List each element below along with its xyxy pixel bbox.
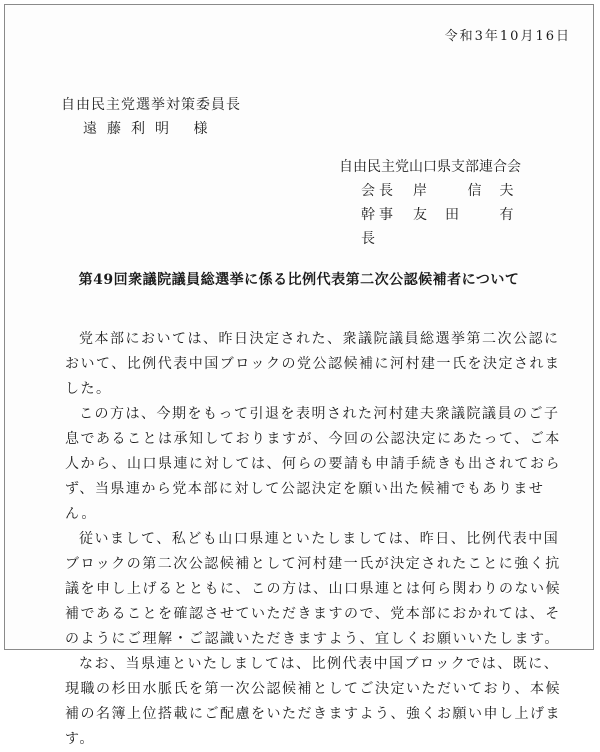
sender-block — [339, 155, 531, 251]
letter-page — [4, 4, 594, 747]
body-paragraph: この方は、今期をもって引退を表明された河村建夫衆議院議員のご子息であることは承知しておりますが、今回の公認決定にあたって、ご本人から、山口県連に対しては、何らの要請も申請手続きも出されておらず、当県連から党本部に対して公認決定を願い出た候補でもありません。 — [65, 406, 561, 522]
body-paragraph: 党本部においては、昨日決定された、衆議院議員総選挙第二次公認において、比例代表中国ブロックの党公認候補に河村建一氏を決定されました。 — [65, 331, 561, 397]
sender-member-row — [339, 203, 531, 251]
sender-role: 幹事長 — [361, 207, 397, 247]
body-paragraph: 従いまして、私ども山口県連といたしましては、昨日、比例代表中国ブロックの第二次公認候補として河村建一氏が決定されたことに強く抗議を申し上げるとともに、この方は、山口県連とは何ら関わりのない候補であることを確認させていただきますので、党本部におかれては、そのようにご理解・ご認識いただきますよう、宜しくお願いいたします。 — [65, 531, 561, 647]
letter-subject: 第49回衆議院議員総選挙に係る比例代表第二次公認候補者について — [78, 272, 520, 288]
sender-member-row — [339, 179, 531, 203]
sender-name: 友田 有 — [413, 207, 532, 223]
letter-date: 令和3年10月16日 — [444, 29, 571, 44]
sender-organization: 自由民主党山口県支部連合会 — [339, 159, 521, 175]
sender-name: 岸 信夫 — [413, 183, 532, 199]
body-paragraph: なお、当県連といたしましては、比例代表中国ブロックでは、既に、現職の杉田水脈氏を第一次公認候補としてご決定いただいており、本候補の名簿上位搭載にご配慮をいただきますよう、強くお願い申し上げます。 — [65, 656, 561, 747]
addressee-organization: 自由民主党選挙対策委員長 — [61, 97, 241, 113]
addressee-name: 遠藤利明 様 — [83, 121, 218, 137]
addressee-block — [61, 93, 241, 141]
letter-body — [65, 327, 565, 752]
sender-role: 会長 — [361, 183, 397, 199]
